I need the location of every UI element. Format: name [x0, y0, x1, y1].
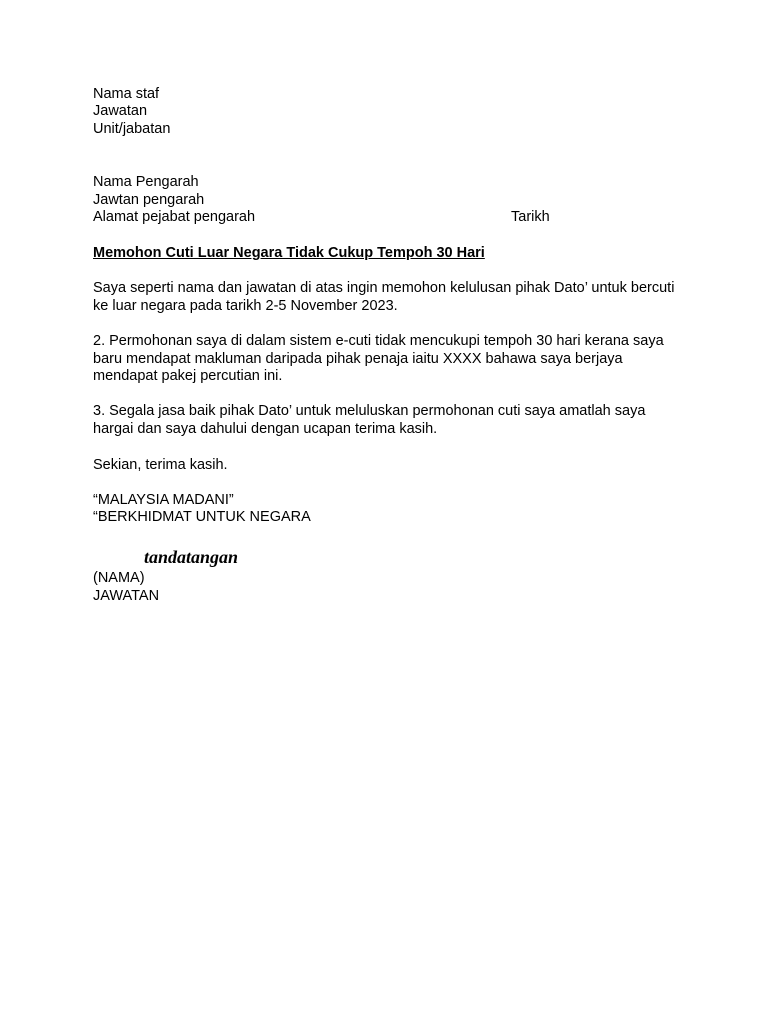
paragraph-1-line: Saya seperti nama dan jawatan di atas ingin memohon kelulusan pihak Dato’ untuk bercuti [93, 280, 675, 296]
closing-text: Sekian, terima kasih. [93, 457, 228, 473]
slogan-2: “BERKHIDMAT UNTUK NEGARA [93, 509, 311, 525]
paragraph-2-line: baru mendapat makluman daripada pihak penaja iaitu XXXX bahawa saya berjaya [93, 350, 623, 367]
paragraph-3-line: 3. Segala jasa baik pihak Dato’ untuk meluluskan permohonan cuti saya amatlah saya [93, 403, 646, 419]
paragraph-2 [93, 333, 683, 386]
recipient-name: Nama Pengarah [93, 174, 199, 190]
paragraph-2-line: mendapat pakej percutian ini. [93, 368, 283, 384]
signatory-name: (NAMA) [93, 570, 145, 586]
recipient-position: Jawtan pengarah [93, 192, 205, 208]
slogan-1: “MALAYSIA MADANI” [93, 492, 234, 508]
paragraph-3-line: hargai dan saya dahului dengan ucapan terima kasih. [93, 420, 438, 437]
paragraph-1 [93, 280, 683, 315]
signature: tandatangan [144, 547, 239, 567]
paragraph-2-line: 2. Permohonan saya di dalam sistem e-cuti tidak mencukupi tempoh 30 hari kerana saya [93, 333, 664, 349]
recipient-address: Alamat pejabat pengarah [93, 209, 256, 225]
sender-name: Nama staf [93, 86, 160, 102]
sender-unit: Unit/jabatan [93, 121, 171, 137]
letter-subject: Memohon Cuti Luar Negara Tidak Cukup Tempoh 30 Hari [93, 245, 485, 261]
sender-position: Jawatan [93, 103, 148, 119]
signatory-position: JAWATAN [93, 588, 160, 604]
paragraph-1-line: ke luar negara pada tarikh 2-5 November 2023. [93, 297, 398, 314]
date-label: Tarikh [511, 209, 550, 225]
paragraph-3 [93, 403, 683, 438]
